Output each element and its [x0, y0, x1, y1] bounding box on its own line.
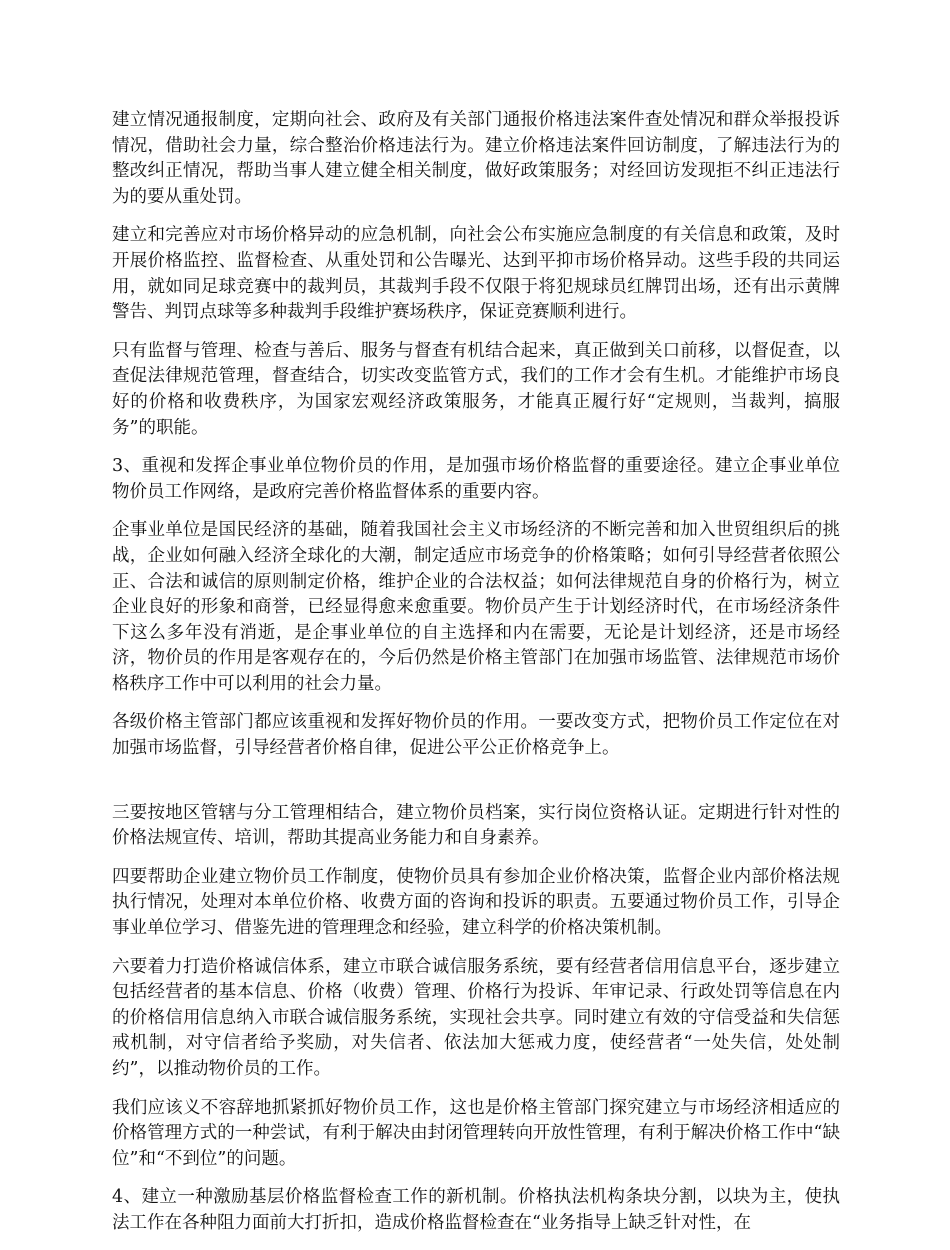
paragraph-section-3-heading: 3、重视和发挥企事业单位物价员的作用，是加强市场价格监督的重要途径。建立企事业单位物价员工作网络，是政府完善价格监督体系的重要内容。	[112, 456, 840, 502]
paragraph-section-4-heading: 4、建立一种激励基层价格监督检查工作的新机制。价格执法机构条块分割，以块为主，使执法工作在各种阻力面前大打折扣，造成价格监督检查在“业务指导上缺乏针对性，在	[112, 1187, 840, 1233]
paragraph-emergency-mechanism: 建立和完善应对市场价格异动的应急机制，向社会公布实施应急制度的有关信息和政策，及时开展价格监控、监督检查、从重处罚和公告曝光、达到平抑市场价格异动。这些手段的共同运用，就如同足球竞赛中的裁判员，其裁判手段不仅限于将犯规球员红牌罚出场，还有出示黄牌警告、判罚点球等多种裁判手段维护赛场秩序，保证竞赛顺利进行。	[112, 225, 840, 323]
paragraph-price-violation-reporting: 建立情况通报制度，定期向社会、政府及有关部门通报价格违法案件查处情况和群众举报投诉情况，借助社会力量，综合整治价格违法行为。建立价格违法案件回访制度，了解违法行为的整改纠正情况，帮助当事人建立健全相关制度，做好政策服务；对经回访发现拒不纠正违法行为的要从重处罚。	[112, 110, 840, 207]
document-body	[112, 108, 840, 1250]
paragraph-price-departments: 各级价格主管部门都应该重视和发挥好物价员的作用。一要改变方式，把物价员工作定位在对加强市场监督，引导经营者价格自律，促进公平公正价格竞争上。	[112, 712, 840, 759]
paragraph-sixth-requirement: 六要着力打造价格诚信体系，建立市联合诚信服务系统，要有经营者信用信息平台，逐步建立包括经营者的基本信息、价格（收费）管理、价格行为投诉、年审记录、行政处罚等信息在内的价格信用信息纳入市联合诚信服务系统，实现社会共享。同时建立有效的守信受益和失信惩戒机制，对守信者给予奖励，对失信者、依法加大惩戒力度，使经营者“一处失信，处处制约”，以推动物价员的工作。	[112, 956, 840, 1079]
paragraph-fourth-fifth-requirement: 四要帮助企业建立物价员工作制度，使物价员具有参加企业价格决策，监督企业内部价格法规执行情况，处理对本单位价格、收费方面的咨询和投诉的职责。五要通过物价员工作，引导企事业单位学习、借鉴先进的管理理念和经验，建立科学的价格决策机制。	[112, 866, 840, 939]
paragraph-gap	[112, 775, 840, 801]
paragraph-supervision-combination: 只有监督与管理、检查与善后、服务与督查有机结合起来，真正做到关口前移，以督促查，以查促法律规范管理，督查结合，切实改变监管方式，我们的工作才会有生机。才能维护市场良好的价格和收费秩序，为国家宏观经济政策服务，才能真正履行好“定规则，当裁判，搞服务”的职能。	[112, 340, 840, 438]
paragraph-obligation: 我们应该义不容辞地抓紧抓好物价员工作，这也是价格主管部门探究建立与市场经济相适应的价格管理方式的一种尝试，有利于解决由封闭管理转向开放性管理，有利于解决价格工作中“缺位”和“不到位”的问题。	[112, 1097, 840, 1169]
paragraph-third-requirement: 三要按地区管辖与分工管理相结合，建立物价员档案，实行岗位资格认证。定期进行针对性的价格法规宣传、培训，帮助其提高业务能力和自身素养。	[112, 802, 840, 849]
paragraph-enterprise-role: 企事业单位是国民经济的基础，随着我国社会主义市场经济的不断完善和加入世贸组织后的挑战，企业如何融入经济全球化的大潮，制定适应市场竞争的价格策略；如何引导经营者依照公正、合法和诚信的原则制定价格，维护企业的合法权益；如何法律规范自身的价格行为，树立企业良好的形象和商誉，已经显得愈来愈重要。物价员产生于计划经济时代，在市场经济条件下这么多年没有消逝，是企事业单位的自主选择和内在需要，无论是计划经济，还是市场经济，物价员的作用是客观存在的，今后仍然是价格主管部门在加强市场监管、法律规范市场价格秩序工作中可以利用的社会力量。	[112, 520, 840, 694]
